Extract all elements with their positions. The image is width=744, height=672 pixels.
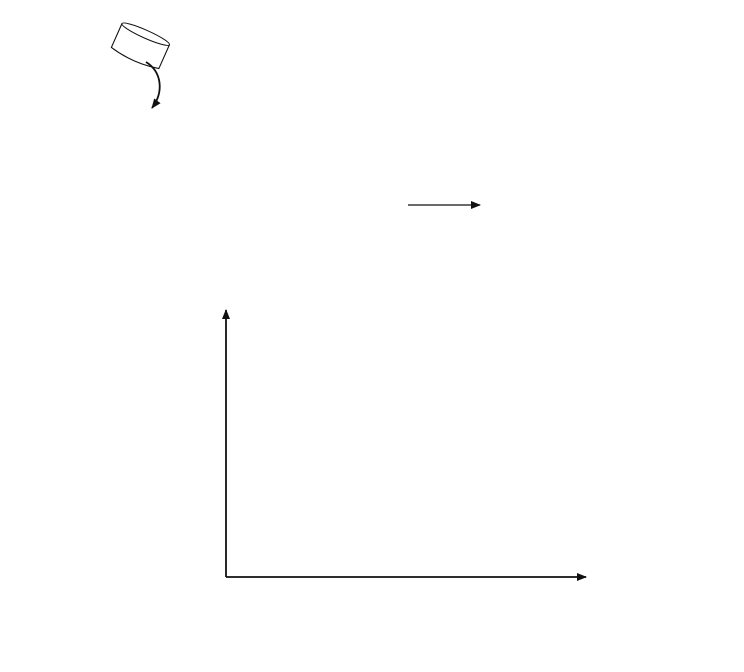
inoculum-tube-icon	[110, 20, 171, 71]
chart-axes	[226, 310, 586, 577]
figure-9-21	[0, 0, 480, 205]
pour-arrow-icon	[146, 62, 160, 108]
